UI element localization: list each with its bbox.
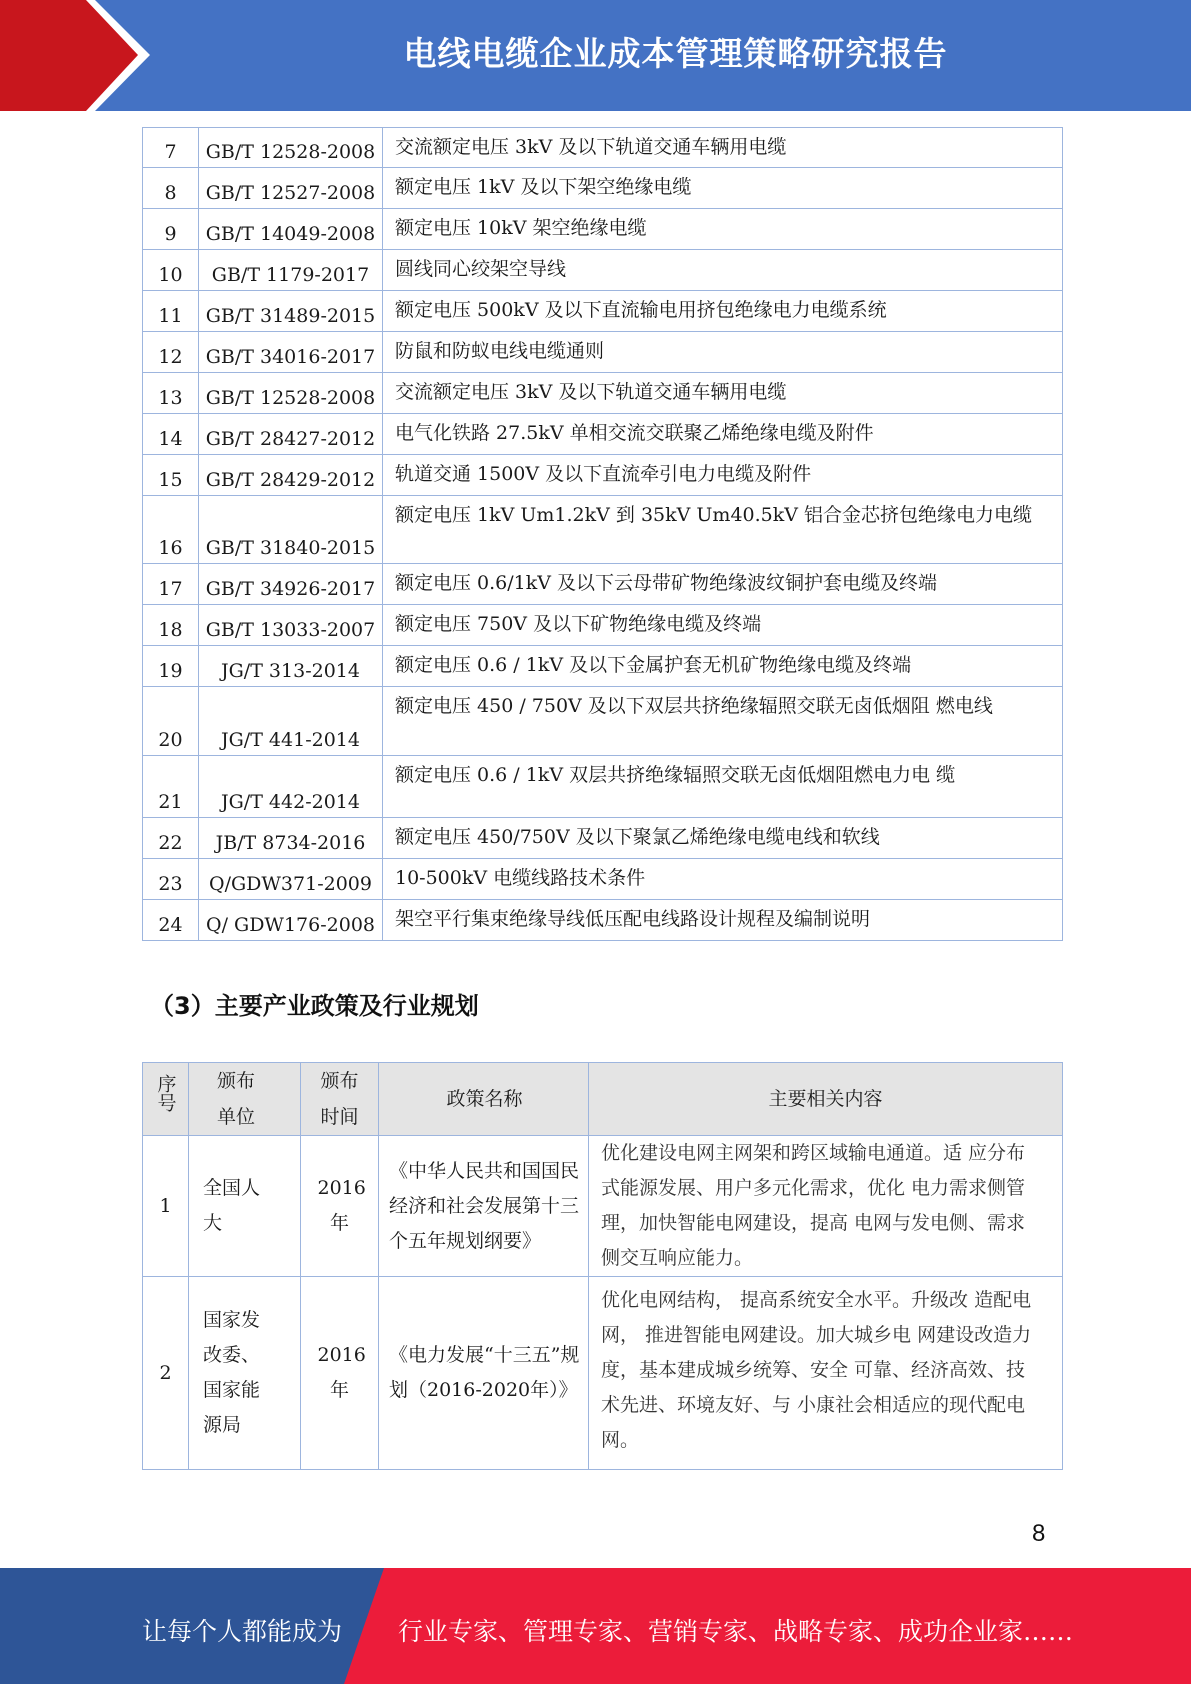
header-policy-name: 政策名称	[379, 1063, 589, 1136]
standard-row	[143, 818, 1063, 859]
standards-table	[142, 127, 1063, 941]
policy-no: 2	[143, 1277, 189, 1470]
standard-description: 额定电压 0.6 / 1kV 及以下金属护套无机矿物绝缘电缆及终端	[383, 646, 1063, 687]
standard-row	[143, 605, 1063, 646]
standard-no: 7	[143, 128, 199, 168]
standard-code: GB/T 28427-2012	[199, 414, 383, 455]
standard-no: 8	[143, 168, 199, 209]
standard-no: 24	[143, 900, 199, 941]
standard-no: 9	[143, 209, 199, 250]
standard-description: 10-500kV 电缆线路技术条件	[383, 859, 1063, 900]
standard-description: 额定电压 1kV Um1.2kV 到 35kV Um40.5kV 铝合金芯挤包绝缘电力电缆	[383, 496, 1063, 564]
standard-row	[143, 859, 1063, 900]
standard-row	[143, 291, 1063, 332]
policy-content: 优化电网结构， 提高系统安全水平。升级改 造配电网， 推进智能电网建设。加大城乡电 网建设改造力度，基本建成城乡统筹、安全 可靠、经济高效、技术先进、环境友好、与 小康社会相适应的现代配电网。	[589, 1277, 1063, 1470]
standard-row	[143, 373, 1063, 414]
standard-no: 19	[143, 646, 199, 687]
standard-no: 15	[143, 455, 199, 496]
policy-no: 1	[143, 1136, 189, 1277]
standard-description: 额定电压 450/750V 及以下聚氯乙烯绝缘电缆电线和软线	[383, 818, 1063, 859]
standard-code: GB/T 1179-2017	[199, 250, 383, 291]
standard-code: GB/T 13033-2007	[199, 605, 383, 646]
header-time: 颁布时间	[301, 1063, 379, 1136]
standard-no: 17	[143, 564, 199, 605]
standard-code: JG/T 313-2014	[199, 646, 383, 687]
section-heading: （3）主要产业政策及行业规划	[150, 992, 479, 1020]
policy-unit: 全国人大	[189, 1136, 301, 1277]
standard-row	[143, 128, 1063, 168]
standard-row	[143, 414, 1063, 455]
standard-no: 14	[143, 414, 199, 455]
standard-no: 13	[143, 373, 199, 414]
standard-description: 额定电压 1kV 及以下架空绝缘电缆	[383, 168, 1063, 209]
standard-code: GB/T 28429-2012	[199, 455, 383, 496]
standard-description: 圆线同心绞架空导线	[383, 250, 1063, 291]
header-seq: 序号	[143, 1063, 189, 1136]
standard-description: 轨道交通 1500V 及以下直流牵引电力电缆及附件	[383, 455, 1063, 496]
standard-row	[143, 900, 1063, 941]
standard-no: 18	[143, 605, 199, 646]
standard-row	[143, 332, 1063, 373]
footer-slogan-left: 让每个人都能成为	[142, 1617, 343, 1646]
standard-code: JG/T 442-2014	[199, 756, 383, 818]
standard-row	[143, 687, 1063, 756]
header-arrow-decoration	[0, 0, 150, 111]
standard-description: 防鼠和防蚁电线电缆通则	[383, 332, 1063, 373]
standard-no: 22	[143, 818, 199, 859]
page-number: 8	[1032, 1520, 1046, 1547]
policy-content: 优化建设电网主网架和跨区域输电通道。适 应分布式能源发展、用户多元化需求，优化 电力需求侧管理，加快智能电网建设，提高 电网与发电侧、需求侧交互响应能力。	[589, 1136, 1063, 1277]
standard-description: 额定电压 0.6/1kV 及以下云母带矿物绝缘波纹铜护套电缆及终端	[383, 564, 1063, 605]
standard-code: GB/T 34926-2017	[199, 564, 383, 605]
standard-code: GB/T 14049-2008	[199, 209, 383, 250]
standard-description: 额定电压 10kV 架空绝缘电缆	[383, 209, 1063, 250]
standard-code: JB/T 8734-2016	[199, 818, 383, 859]
standard-description: 交流额定电压 3kV 及以下轨道交通车辆用电缆	[383, 373, 1063, 414]
standard-no: 16	[143, 496, 199, 564]
standard-no: 20	[143, 687, 199, 756]
standard-no: 10	[143, 250, 199, 291]
policy-table-header-row	[143, 1063, 1063, 1136]
policy-table	[142, 1062, 1063, 1470]
standard-description: 额定电压 0.6 / 1kV 双层共挤绝缘辐照交联无卤低烟阻燃电力电 缆	[383, 756, 1063, 818]
standard-row	[143, 250, 1063, 291]
standard-description: 交流额定电压 3kV 及以下轨道交通车辆用电缆	[383, 128, 1063, 168]
standard-row	[143, 168, 1063, 209]
standard-row	[143, 209, 1063, 250]
standard-description: 电气化铁路 27.5kV 单相交流交联聚乙烯绝缘电缆及附件	[383, 414, 1063, 455]
standard-row	[143, 455, 1063, 496]
standard-code: GB/T 34016-2017	[199, 332, 383, 373]
standard-row	[143, 756, 1063, 818]
standard-code: GB/T 31489-2015	[199, 291, 383, 332]
standard-row	[143, 564, 1063, 605]
standard-row	[143, 496, 1063, 564]
header-content: 主要相关内容	[589, 1063, 1063, 1136]
standard-no: 23	[143, 859, 199, 900]
standard-code: GB/T 31840-2015	[199, 496, 383, 564]
standard-code: GB/T 12528-2008	[199, 373, 383, 414]
policy-name: 《中华人民共和国国民经济和社会发展第十三个五年规划纲要》	[379, 1136, 589, 1277]
policy-name: 《电力发展“十三五”规划（2016-2020年）》	[379, 1277, 589, 1470]
standard-description: 额定电压 750V 及以下矿物绝缘电缆及终端	[383, 605, 1063, 646]
footer-slogan-right: 行业专家、管理专家、营销专家、战略专家、成功企业家……	[398, 1617, 1074, 1646]
standard-no: 11	[143, 291, 199, 332]
standard-code: Q/GDW371-2009	[199, 859, 383, 900]
standard-no: 12	[143, 332, 199, 373]
standard-description: 架空平行集束绝缘导线低压配电线路设计规程及编制说明	[383, 900, 1063, 941]
standard-code: GB/T 12528-2008	[199, 128, 383, 168]
standard-description: 额定电压 450 / 750V 及以下双层共挤绝缘辐照交联无卤低烟阻 燃电线	[383, 687, 1063, 756]
standard-code: JG/T 441-2014	[199, 687, 383, 756]
standard-description: 额定电压 500kV 及以下直流输电用挤包绝缘电力电缆系统	[383, 291, 1063, 332]
standard-no: 21	[143, 756, 199, 818]
policy-row	[143, 1136, 1063, 1277]
header-unit: 颁布单位	[189, 1063, 301, 1136]
standard-code: Q/ GDW176-2008	[199, 900, 383, 941]
policy-unit: 国家发改委、国家能源局	[189, 1277, 301, 1470]
standard-code: GB/T 12527-2008	[199, 168, 383, 209]
report-title: 电线电缆企业成本管理策略研究报告	[403, 34, 948, 73]
policy-time: 2016年	[301, 1136, 379, 1277]
page-footer	[0, 1568, 1191, 1684]
policy-row	[143, 1277, 1063, 1470]
policy-time: 2016年	[301, 1277, 379, 1470]
page-header	[0, 0, 1191, 111]
standard-row	[143, 646, 1063, 687]
